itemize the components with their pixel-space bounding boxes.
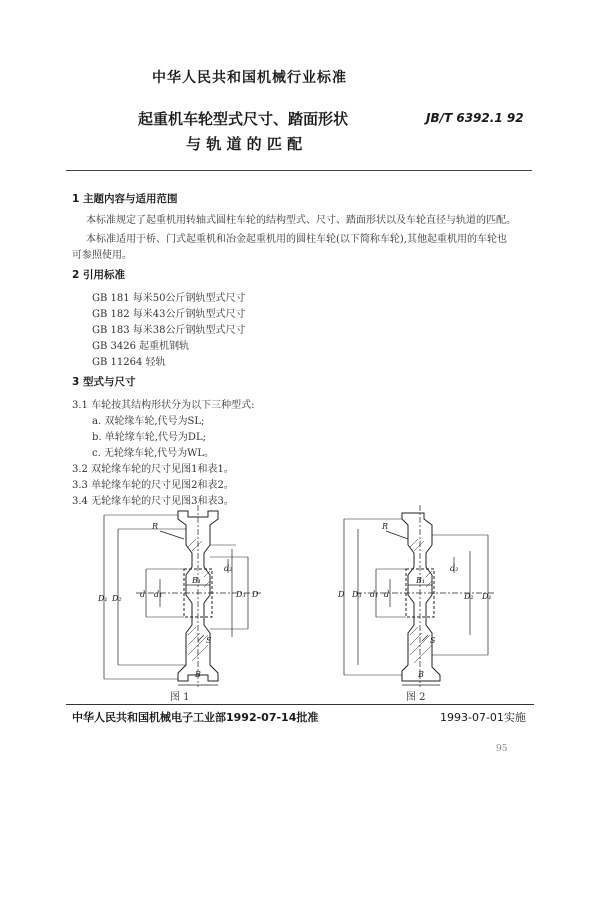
clause-3-2: 3.2 双轮缘车轮的尺寸见图1和表1。 — [72, 464, 234, 475]
clause-3-4: 3.4 无轮缘车轮的尺寸见图3和表3。 — [72, 496, 234, 507]
label-d: d — [384, 590, 390, 599]
label-B: B — [418, 670, 424, 679]
reference-item: GB 11264 轻轨 — [92, 357, 166, 368]
header-rule — [66, 170, 532, 171]
label-D2: D₂ — [112, 594, 122, 603]
figure-1-caption: 图 1 — [170, 692, 190, 703]
section2-heading: 2 引用标准 — [72, 269, 125, 281]
label-D1: D₁ — [98, 594, 108, 603]
label-d1: d₁ — [370, 590, 379, 599]
clause-3-3: 3.3 单轮缘车轮的尺寸见图2和表2。 — [72, 480, 234, 491]
label-B: B — [195, 670, 201, 679]
approval-line: 中华人民共和国机械电子工业部1992-07-14批准 — [72, 711, 319, 724]
clause-3-1: 3.1 车轮按其结构形状分为以下三种型式: — [72, 400, 255, 411]
section1-paragraph2-line2: 可参照使用。 — [72, 250, 132, 261]
type-item: b. 单轮缘车轮,代号为DL; — [92, 432, 206, 443]
page-number: 95 — [496, 744, 508, 754]
label-R: R — [382, 522, 389, 531]
section3-heading: 3 型式与尺寸 — [72, 376, 136, 388]
document-title-line2: 与 轨 道 的 匹 配 — [186, 135, 303, 153]
label-D: D — [252, 590, 259, 599]
label-d2: d₂ — [450, 564, 459, 573]
type-item: c. 无轮缘车轮,代号为WL。 — [92, 448, 215, 459]
reference-item: GB 182 每米43公斤钢轨型式尺寸 — [92, 309, 246, 320]
footer-rule — [66, 704, 534, 705]
reference-item: GB 3426 起重机钢轨 — [92, 341, 190, 352]
reference-item: GB 181 每米50公斤钢轨型式尺寸 — [92, 293, 246, 304]
section1-paragraph1: 本标准规定了起重机用转轴式圆柱车轮的结构型式、尺寸、踏面形状以及车轮直径与轨道的匹配。 — [86, 215, 516, 226]
section1-paragraph2-line1: 本标准适用于桥、门式起重机和冶金起重机用的圆柱车轮(以下简称车轮),其他起重机用的车轮也 — [86, 234, 507, 245]
label-D3: D₃ — [352, 590, 362, 599]
label-S: S — [206, 636, 212, 645]
label-S: S — [430, 636, 436, 645]
label-D2: D₂ — [464, 592, 474, 601]
label-B1: B₁ — [192, 576, 202, 585]
label-D3: D₃ — [236, 590, 246, 599]
section1-heading: 1 主题内容与适用范围 — [72, 193, 178, 205]
label-d1: d₁ — [154, 590, 163, 599]
figure-2-caption: 图 2 — [406, 692, 426, 703]
effective-date: 1993-07-01实施 — [440, 711, 526, 724]
label-B1: B₁ — [416, 576, 426, 585]
reference-item: GB 183 每米38公斤钢轨型式尺寸 — [92, 325, 246, 336]
label-d: d — [140, 590, 146, 599]
document-title-line1: 起重机车轮型式尺寸、踏面形状 — [138, 110, 349, 128]
figure-1-drawing — [96, 505, 271, 687]
label-D1: D₁ — [482, 592, 492, 601]
type-item: a. 双轮缘车轮,代号为SL; — [92, 416, 205, 427]
label-d2: d₂ — [224, 564, 233, 573]
label-R: R — [152, 522, 159, 531]
label-D: D — [338, 590, 345, 599]
standard-code: JB/T 6392.1 92 — [426, 111, 524, 125]
org-title: 中华人民共和国机械行业标准 — [152, 70, 347, 86]
figure-2-drawing — [336, 505, 504, 687]
